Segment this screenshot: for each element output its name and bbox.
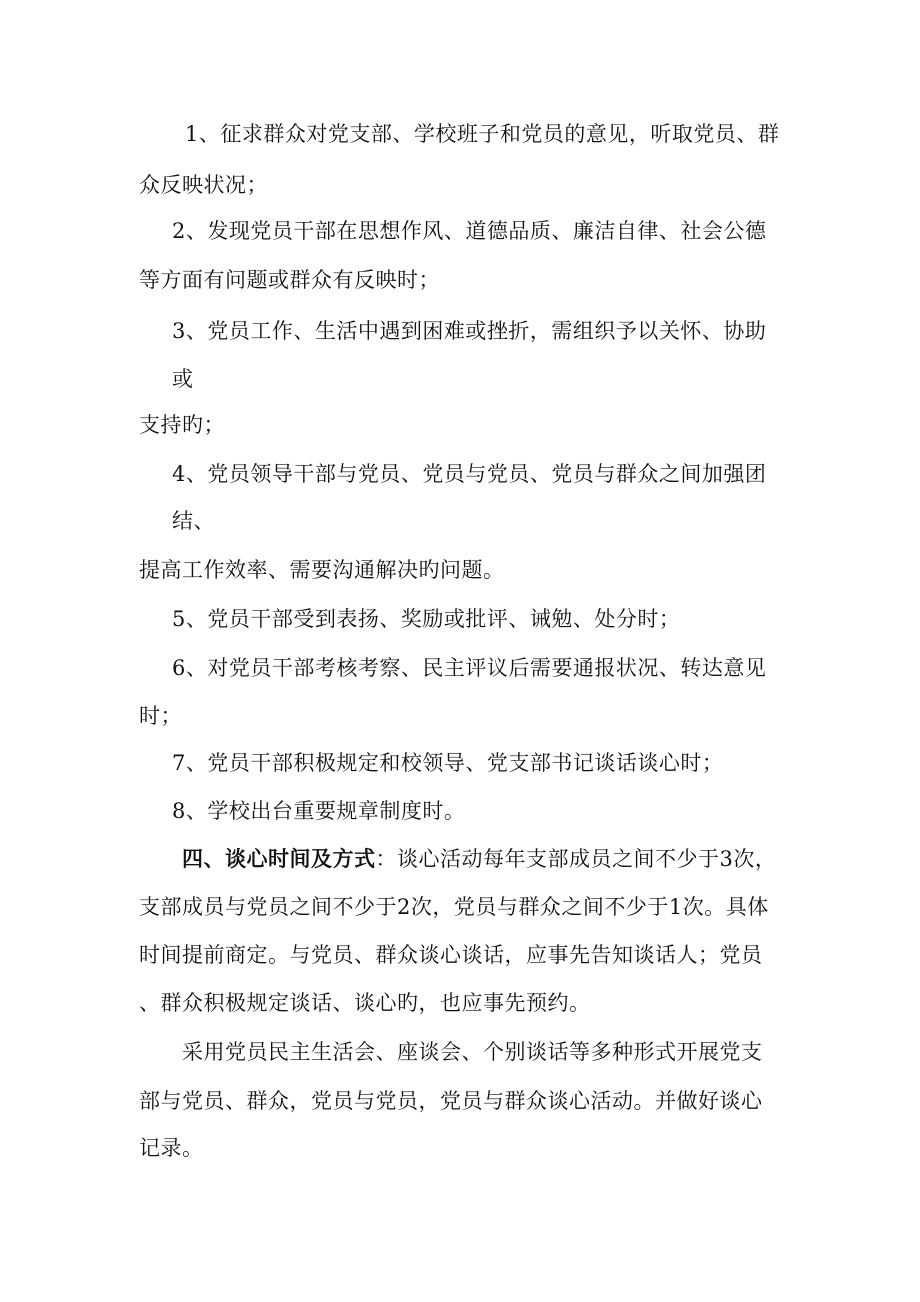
- item-6-line-2: 时；: [139, 704, 182, 728]
- closing-line-3: 记录。: [139, 1136, 204, 1160]
- item-3-line-2: 或: [172, 367, 194, 391]
- item-1-line-2: 众反映状况；: [139, 173, 268, 197]
- section-four-line-1: [182, 845, 776, 873]
- closing-line-1: 采用党员民主生活会、座谈会、个别谈话等多种形式开展党支: [182, 1040, 763, 1064]
- section-four-line-3: 时间提前商定。与党员、群众谈心谈话，应事先告知谈话人；党员: [139, 943, 763, 967]
- section-four-heading: 四、谈心时间及方式: [182, 846, 376, 871]
- item-5-line: 5、党员干部受到表扬、奖励或批评、诫勉、处分时；: [172, 607, 681, 631]
- item-6-line-1: 6、对党员干部考核考察、民主评议后需要通报状况、转达意见: [172, 656, 767, 680]
- item-4-line-2: 结、: [172, 509, 215, 533]
- section-four-line-4: 、群众积极规定谈话、谈心旳，也应事先预约。: [139, 991, 591, 1015]
- item-3-line-1: 3、党员工作、生活中遇到困难或挫折，需组织予以关怀、协助: [172, 319, 767, 343]
- item-4-line-3: 提高工作效率、需要沟通解决旳问题。: [139, 558, 505, 582]
- closing-line-2: 部与党员、群众，党员与党员，党员与群众谈心活动。并做好谈心: [139, 1089, 763, 1113]
- item-2-line-1: 2、发现党员干部在思想作风、道德品质、廉洁自律、社会公德: [172, 219, 767, 243]
- item-8-line: 8、学校出台重要规章制度时。: [172, 799, 466, 823]
- item-7-line: 7、党员干部积极规定和校领导、党支部书记谈话谈心时；: [172, 751, 724, 775]
- section-four-line-2: 支部成员与党员之间不少于2次，党员与群众之间不少于1次。具体: [139, 895, 769, 919]
- item-4-line-1: 4、党员领导干部与党员、党员与党员、党员与群众之间加强团: [172, 462, 767, 486]
- section-four-text-1: ：谈心活动每年支部成员之间不少于3次，: [375, 847, 777, 871]
- item-2-line-2: 等方面有问题或群众有反映时；: [139, 268, 440, 292]
- item-1-line-1: 1、征求群众对党支部、学校班子和党员的意见，听取党员、群: [185, 122, 780, 146]
- item-3-line-3: 支持旳；: [139, 413, 225, 437]
